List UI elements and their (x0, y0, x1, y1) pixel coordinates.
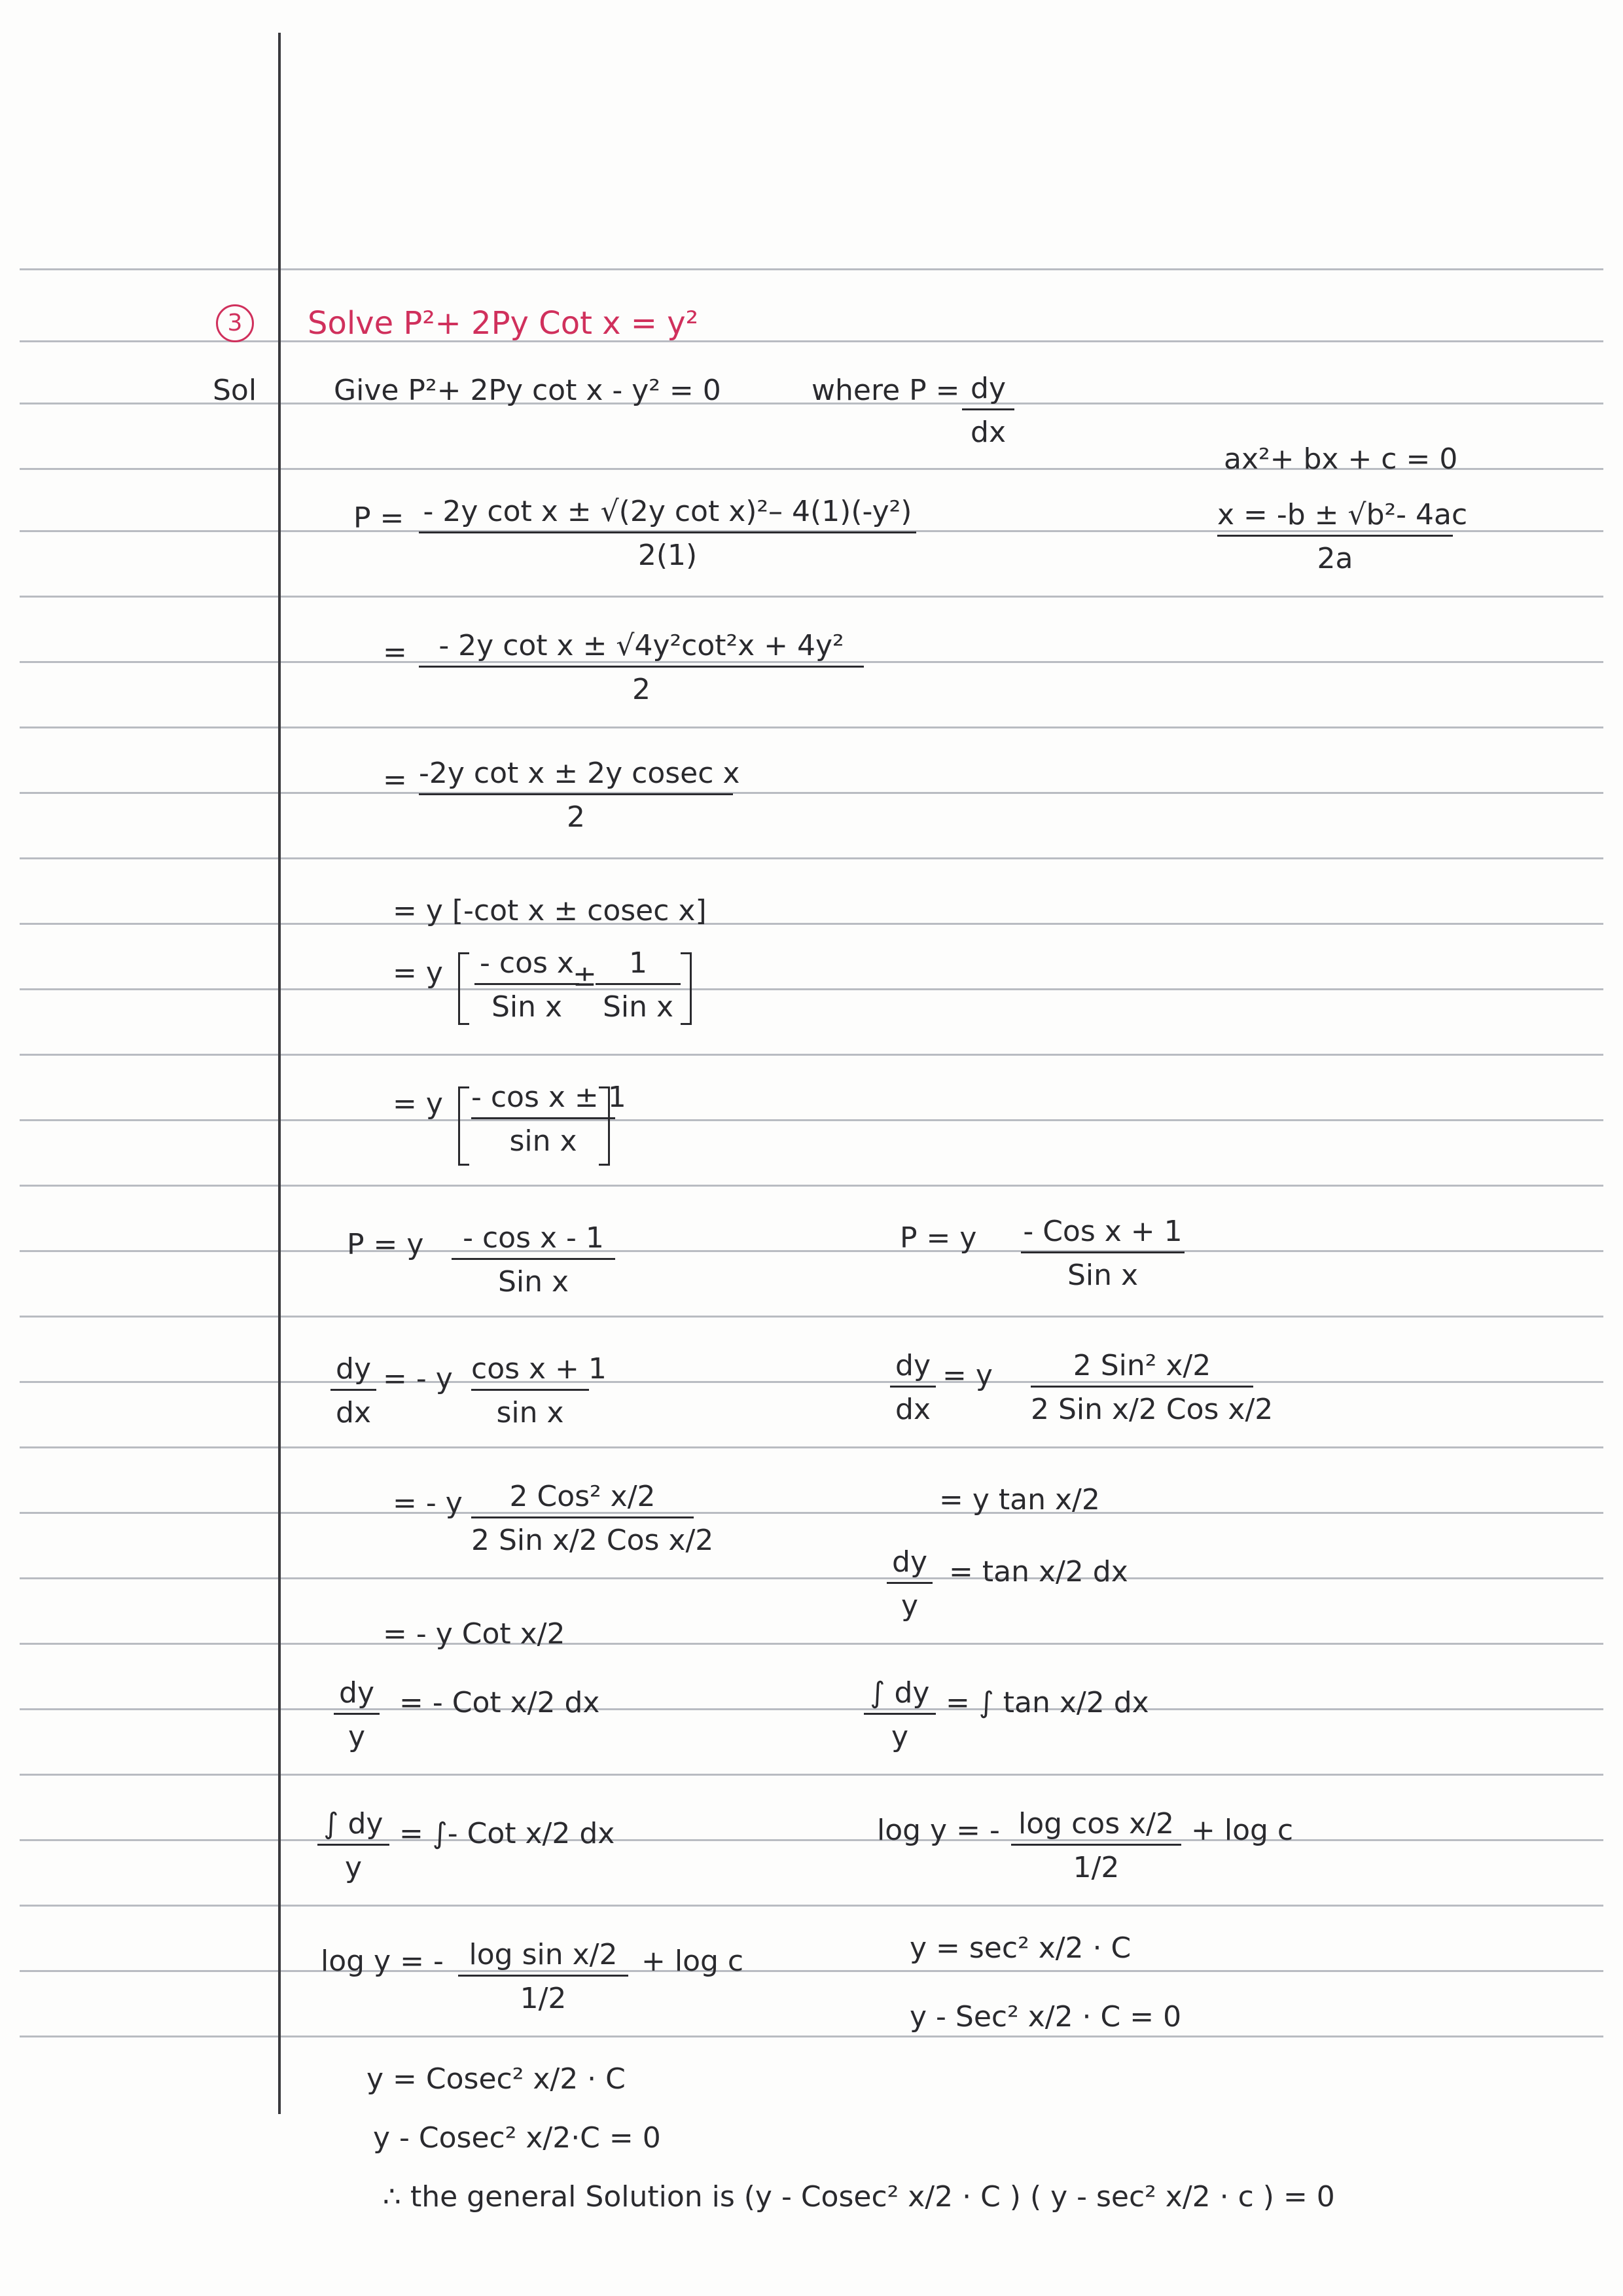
root-numerator: x = -b ± √b²- 4ac (1217, 498, 1468, 531)
right-p-fraction (1021, 1217, 1185, 1290)
quadratic-root (1217, 498, 1468, 575)
left-dydx-numerator: dy (336, 1352, 371, 1386)
step-1-fraction (419, 497, 916, 570)
right-log-numerator: log cos x/2 (1018, 1807, 1174, 1840)
left-log-tail: + log c (641, 1945, 744, 1978)
left-dyy-rhs: = - Cot x/2 dx (399, 1686, 600, 1719)
step-5-numerator-b: 1 (629, 946, 647, 980)
left-dydx-denominator-rhs: sin x (496, 1396, 564, 1429)
ruled-line (20, 1774, 1603, 1776)
ruled-line (20, 1054, 1603, 1056)
step-2-numerator: - 2y cot x ± √4y²cot²x + 4y² (438, 629, 844, 662)
right-dyy-rhs: = tan x/2 dx (949, 1555, 1128, 1588)
left-p-fraction (452, 1221, 615, 1299)
ruled-line (20, 923, 1603, 925)
right-log-denominator: 1/2 (1073, 1851, 1120, 1884)
ruled-line (20, 1970, 1603, 1972)
step-5-close-bracket (681, 952, 692, 1025)
left-dyy (334, 1676, 380, 1753)
step-5-lhs: = y (393, 956, 443, 990)
ruled-line (20, 1446, 1603, 1448)
ruled-line (20, 1119, 1603, 1121)
right-result-zero: y - Sec² x/2 · C = 0 (910, 2000, 1182, 2034)
ruled-line (20, 1512, 1603, 1514)
ruled-line (20, 1643, 1603, 1645)
right-dydx-denominator-rhs: 2 Sin x/2 Cos x/2 (1031, 1393, 1274, 1426)
step-5-operator: ± (573, 960, 597, 993)
right-dydx-denominator: dx (895, 1393, 931, 1426)
left-dyy-denominator: y (348, 1720, 366, 1753)
right-integral-lhs (864, 1676, 936, 1753)
right-dydx (890, 1349, 936, 1426)
right-dydx-mid: = y (942, 1359, 993, 1392)
step-2-lhs: = (383, 636, 407, 669)
step-5-fraction-b (596, 946, 681, 1024)
step-4: = y [-cot x ± cosec x] (393, 894, 707, 927)
step-5-numerator-a: - cos x (480, 946, 574, 980)
left-log-lhs: log y = - (321, 1945, 444, 1978)
ruled-line (20, 1185, 1603, 1187)
step-6-denominator: sin x (509, 1124, 577, 1158)
right-dydx-numerator: dy (895, 1349, 931, 1382)
left-dydx-numerator-rhs: cos x + 1 (471, 1352, 607, 1386)
general-solution: ∴ the general Solution is (y - Cosec² x/2 · C ) ( y - sec² x/2 · c ) = 0 (383, 2180, 1335, 2214)
left-step3-denominator: 2 Sin x/2 Cos x/2 (471, 1524, 714, 1557)
step-3-denominator: 2 (567, 800, 585, 834)
step-3-lhs: = (383, 763, 407, 797)
step-5-fraction-a (474, 946, 579, 1024)
ruled-line (20, 340, 1603, 342)
left-p-numerator: - cos x - 1 (463, 1221, 604, 1255)
right-p-denominator: Sin x (1067, 1259, 1139, 1292)
right-p-lhs: P = y (900, 1221, 977, 1255)
right-result: y = sec² x/2 · C (910, 1931, 1132, 1965)
right-step3: = y tan x/2 (939, 1483, 1100, 1516)
right-dyy (887, 1545, 933, 1623)
ruled-line (20, 988, 1603, 990)
step-1-denominator: 2(1) (637, 539, 698, 572)
left-dydx-mid: = - y (383, 1362, 453, 1395)
ruled-line (20, 1381, 1603, 1383)
right-log-tail: + log c (1191, 1814, 1294, 1847)
right-integral-numerator: ∫ dy (870, 1676, 930, 1710)
step-1-lhs: P = (353, 501, 404, 535)
ruled-line (20, 726, 1603, 728)
left-result-zero: y - Cosec² x/2·C = 0 (373, 2121, 661, 2155)
left-result: y = Cosec² x/2 · C (366, 2062, 626, 2096)
ruled-line (20, 596, 1603, 598)
left-dydx (330, 1352, 376, 1429)
right-dydx-numerator-rhs: 2 Sin² x/2 (1073, 1349, 1211, 1382)
step-5-open-bracket (458, 952, 469, 1025)
step-6-open-bracket (458, 1086, 469, 1166)
ruled-line (20, 2036, 1603, 2037)
left-integral-lhs (317, 1807, 389, 1884)
step-3-numerator: -2y cot x ± 2y cosec x (419, 757, 740, 790)
problem-number: 3 (216, 304, 254, 342)
problem-statement: Solve P²+ 2Py Cot x = y² (308, 305, 698, 342)
ruled-line (20, 1250, 1603, 1252)
ruled-line (20, 1316, 1603, 1318)
right-dyy-numerator: dy (892, 1545, 927, 1579)
step-5-denominator-a: Sin x (491, 990, 563, 1024)
where-fraction (962, 374, 1014, 447)
left-p-lhs: P = y (347, 1228, 424, 1261)
ruled-line (20, 1577, 1603, 1579)
where-numerator: dy (971, 372, 1006, 405)
left-dydx-fraction (471, 1352, 607, 1429)
ruled-line (20, 792, 1603, 794)
step-1-numerator: - 2y cot x ± √(2y cot x)²– 4(1)(-y²) (423, 495, 912, 528)
step-6-close-bracket (599, 1086, 610, 1166)
right-dydx-fraction (1031, 1349, 1274, 1426)
ruled-line (20, 1708, 1603, 1710)
right-dyy-denominator: y (901, 1589, 919, 1623)
step-2-denominator: 2 (632, 673, 651, 706)
right-integral-rhs: = ∫ tan x/2 dx (946, 1686, 1149, 1719)
root-denominator: 2a (1317, 542, 1353, 575)
given-equation: Give P²+ 2Py cot x - y² = 0 (334, 374, 721, 407)
left-integral-numerator: ∫ dy (323, 1807, 383, 1840)
left-p-denominator: Sin x (497, 1265, 569, 1299)
solution-label: Sol (213, 374, 257, 407)
step-2-fraction (419, 629, 864, 706)
step-6-numerator: - cos x ± 1 (471, 1081, 626, 1114)
left-log-denominator: 1/2 (520, 1982, 567, 2015)
left-dydx-denominator: dx (336, 1396, 371, 1429)
right-p-numerator: - Cos x + 1 (1023, 1215, 1183, 1248)
ruled-line (20, 268, 1603, 270)
left-step3-lhs: = - y (393, 1486, 463, 1520)
right-log-fraction (1011, 1807, 1181, 1884)
where-denominator: dx (971, 416, 1006, 449)
ruled-line (20, 857, 1603, 859)
left-integral-denominator: y (344, 1851, 363, 1884)
left-log-fraction (458, 1938, 628, 2015)
ruled-line (20, 1905, 1603, 1907)
left-dyy-numerator: dy (339, 1676, 374, 1710)
ruled-line (20, 1839, 1603, 1841)
left-step3-numerator: 2 Cos² x/2 (509, 1480, 656, 1513)
left-integral-rhs: = ∫- Cot x/2 dx (399, 1817, 615, 1850)
right-integral-denominator: y (891, 1720, 909, 1753)
left-step3-fraction (471, 1480, 714, 1557)
right-log-lhs: log y = - (877, 1814, 1000, 1847)
step-6-lhs: = y (393, 1087, 443, 1121)
margin-line (278, 33, 281, 2114)
quadratic-form: ax²+ bx + c = 0 (1224, 442, 1458, 476)
step-6-fraction (471, 1081, 626, 1158)
where-label: where P = (812, 374, 960, 407)
step-5-denominator-b: Sin x (602, 990, 674, 1024)
left-log-numerator: log sin x/2 (469, 1938, 618, 1971)
left-step4: = - y Cot x/2 (383, 1617, 565, 1651)
step-3-fraction (419, 757, 740, 834)
